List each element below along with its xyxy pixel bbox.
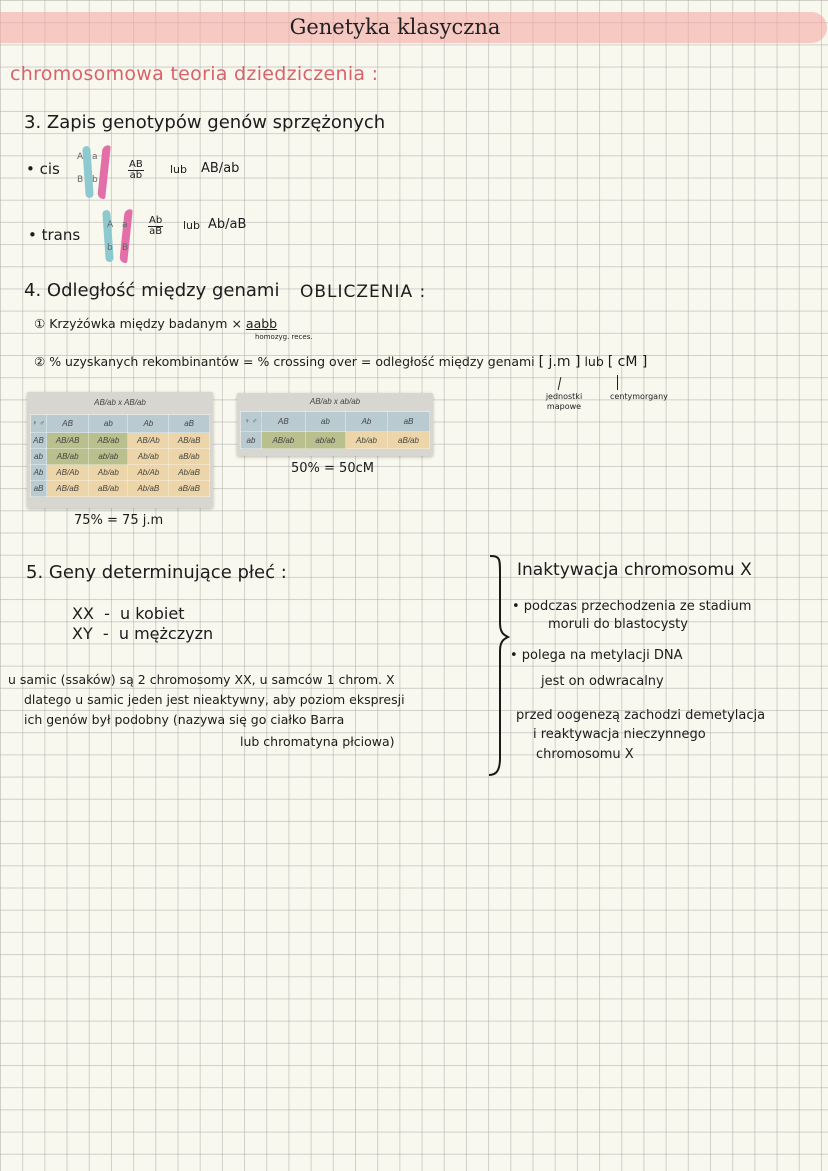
xy-line: XY - u mężczyzn — [72, 624, 214, 643]
chromosome-right-cis — [97, 145, 111, 200]
table-caption: AB/ab x ab/ab — [309, 397, 361, 406]
table-cell: AB/ab — [47, 449, 89, 465]
column-header: AB — [262, 412, 306, 432]
table-row — [31, 465, 210, 481]
trans-fraction — [148, 216, 163, 237]
paragraph-line: dlatego u samic jeden jest nieaktywny, aby poziom ekspresji — [24, 692, 405, 707]
cross-genotype: aabb — [245, 316, 278, 331]
bullet-line: • polega na metylacji DNA — [510, 648, 683, 663]
punnett-square-2 — [237, 393, 433, 456]
or-text: lub — [584, 354, 604, 369]
cis-label: • cis — [26, 160, 60, 178]
table-cell: AB/Ab — [128, 433, 169, 449]
closing-line: i reaktywacja nieczynnego — [533, 727, 706, 742]
table-cell: AB/ab — [262, 432, 306, 449]
closing-line: przed oogenezą zachodzi demetylacja — [516, 708, 766, 723]
fraction-denominator: ab — [129, 170, 143, 181]
table-cell: AB/aB — [47, 481, 89, 497]
section3-heading: 3. Zapis genotypów genów sprzężonych — [24, 112, 386, 133]
step1-text: Krzyżówka między badanym × — [49, 316, 242, 331]
or-text: lub — [183, 219, 201, 232]
fraction-denominator: aB — [149, 226, 163, 237]
trans-label: • trans — [28, 226, 81, 244]
allele: A — [77, 152, 84, 162]
section-subtitle: chromosomowa teoria dziedziczenia : — [10, 63, 379, 85]
table2-result: 50% = 50cM — [291, 461, 374, 476]
cross-note: homozyg. reces. — [255, 333, 313, 341]
chromosome-left-trans — [102, 210, 114, 262]
table-cell: ab/ab — [89, 449, 128, 465]
allele: a — [92, 152, 98, 162]
table1-result: 75% = 75 j.m — [74, 513, 164, 528]
table-row — [241, 432, 430, 449]
allele: b — [107, 243, 113, 253]
trans-notation: Ab/aB — [208, 217, 247, 232]
table-cell: ab/ab — [305, 432, 345, 449]
table-cell: Ab/ab — [89, 465, 128, 481]
punnett-table — [240, 411, 430, 449]
page-title: Genetyka klasyczna — [289, 15, 501, 39]
punnett-table — [30, 414, 210, 497]
paragraph-line: ich genów był podobny (nazywa się go ciałko Barra — [24, 712, 345, 727]
table-row — [31, 481, 210, 497]
column-header: Ab — [128, 415, 169, 433]
fraction-numerator: Ab — [149, 215, 163, 226]
allele: a — [122, 220, 128, 230]
column-header: Ab — [346, 412, 388, 432]
cis-notation: AB/ab — [201, 161, 240, 176]
cis-fraction — [128, 160, 144, 181]
table-cell: Ab/aB — [169, 465, 210, 481]
row-header: aB — [31, 481, 47, 497]
step1 — [34, 316, 277, 331]
step2-text: % uzyskanych rekombinantów = % crossing over = odległość między genami — [49, 354, 535, 369]
table-header-row — [241, 412, 430, 432]
allele: A — [107, 220, 114, 230]
unit-note-jm: jednostki mapowe — [545, 392, 583, 411]
table-cell: aB/aB — [169, 481, 210, 497]
paragraph-line: u samic (ssaków) są 2 chromosomy XX, u samców 1 chrom. X — [8, 672, 395, 687]
pointer-line — [558, 377, 562, 390]
table-cell: AB/ab — [89, 433, 128, 449]
paragraph-line: lub chromatyna płciowa) — [240, 734, 395, 749]
table-cell: Ab/ab — [128, 449, 169, 465]
bullet-line: • podczas przechodzenia ze stadium — [512, 599, 752, 614]
row-header: AB — [31, 433, 47, 449]
row-header: ab — [241, 432, 262, 449]
unit-note-cm: centymorgany — [610, 392, 668, 401]
section4-heading-caps: OBLICZENIA : — [300, 282, 427, 302]
table-cell: AB/Ab — [47, 465, 89, 481]
column-header: ab — [89, 415, 128, 433]
xx-line: XX - u kobiet — [72, 604, 185, 623]
table-cell: aB/ab — [387, 432, 429, 449]
column-header: AB — [47, 415, 89, 433]
column-header: aB — [169, 415, 210, 433]
row-header: Ab — [31, 465, 47, 481]
sex-corner: ♀ ♂ — [241, 412, 262, 432]
section5-heading: 5. Geny determinujące płeć : — [26, 562, 287, 583]
allele: B — [77, 175, 84, 185]
allele: B — [122, 243, 129, 253]
row-header: ab — [31, 449, 47, 465]
table-cell: aB/ab — [169, 449, 210, 465]
unit-jm: [ j.m ] — [538, 354, 581, 370]
inactivation-title: Inaktywacja chromosomu X — [517, 560, 752, 580]
unit-cm: [ cM ] — [607, 354, 648, 370]
or-text: lub — [170, 163, 188, 176]
allele: b — [92, 175, 98, 185]
table-row — [31, 449, 210, 465]
table-cell: Ab/aB — [128, 481, 169, 497]
bullet-line: jest on odwracalny — [541, 674, 664, 689]
table-cell: aB/ab — [89, 481, 128, 497]
bullet-line: moruli do blastocysty — [548, 617, 688, 632]
pointer-line — [617, 375, 618, 390]
step-marker: ② — [34, 354, 46, 369]
column-header: ab — [305, 412, 345, 432]
step2 — [34, 354, 647, 370]
sex-corner: ♀ ♂ — [31, 415, 47, 433]
chromosome-right-trans — [119, 209, 133, 264]
table-cell: AB/aB — [169, 433, 210, 449]
column-header: aB — [387, 412, 429, 432]
section4-heading: 4. Odległość między genami — [24, 280, 280, 301]
table-cell: Ab/Ab — [128, 465, 169, 481]
table-cell: AB/AB — [47, 433, 89, 449]
table-cell: Ab/ab — [346, 432, 388, 449]
step-marker: ① — [34, 316, 46, 331]
punnett-square-1 — [27, 392, 213, 508]
table-row — [31, 433, 210, 449]
fraction-numerator: AB — [129, 159, 143, 170]
closing-line: chromosomu X — [536, 747, 634, 762]
table-caption: AB/ab x AB/ab — [94, 398, 146, 407]
table-header-row — [31, 415, 210, 433]
curly-brace-icon — [486, 553, 510, 779]
